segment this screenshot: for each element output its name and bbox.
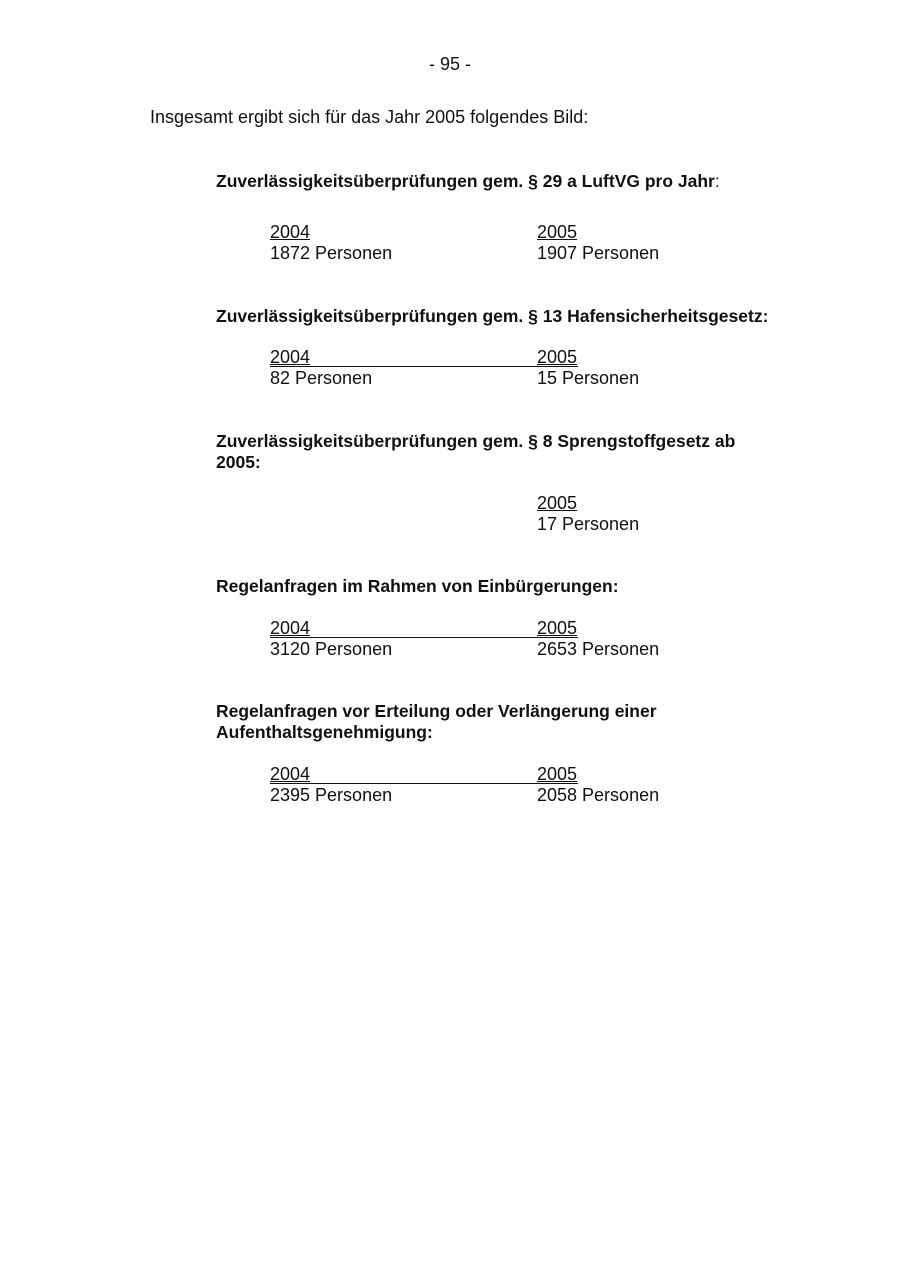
count-value: 3120 Personen xyxy=(270,639,393,659)
col-2005 xyxy=(537,493,639,535)
stats-row-aufenthalt xyxy=(0,764,900,808)
stats-row-luftvg xyxy=(0,222,900,266)
section-heading-einbuergerung: Regelanfragen im Rahmen von Einbürgerungen: xyxy=(216,576,619,596)
year-label: 2005 xyxy=(537,618,578,638)
col-2005 xyxy=(537,618,659,660)
count-value: 17 Personen xyxy=(537,514,640,534)
stats-row-einbuergerung xyxy=(0,618,900,662)
heading-text: Zuverlässigkeitsüberprüfungen gem. § 29 a LuftVG pro Jahr xyxy=(216,171,715,191)
count-value: 2058 Personen xyxy=(537,785,660,805)
heading-line-1: Regelanfragen vor Erteilung oder Verlängerung einer xyxy=(216,701,657,721)
page-number: - 95 - xyxy=(428,54,471,74)
stats-row-sprengstoff xyxy=(0,493,900,537)
year-label: 2005 xyxy=(537,493,578,513)
col-2005 xyxy=(537,347,639,389)
heading-line-1: Zuverlässigkeitsüberprüfungen gem. § 8 Sprengstoffgesetz ab xyxy=(216,431,736,451)
year-label: 2005 xyxy=(537,347,578,367)
col-2004 xyxy=(270,764,392,806)
count-value: 1907 Personen xyxy=(537,243,660,263)
section-heading-aufenthalt xyxy=(216,701,816,743)
col-2004 xyxy=(270,347,372,389)
year-label: 2004 xyxy=(270,347,311,367)
count-value: 15 Personen xyxy=(537,368,640,388)
col-2004 xyxy=(270,618,392,660)
col-2004 xyxy=(270,222,392,264)
stats-row-hafen xyxy=(0,347,900,391)
col-2005 xyxy=(537,764,659,806)
year-label: 2004 xyxy=(270,222,311,242)
heading-suffix: : xyxy=(714,171,720,191)
year-label: 2005 xyxy=(537,222,578,242)
section-heading-sprengstoff xyxy=(216,431,816,473)
year-label: 2004 xyxy=(270,764,311,784)
heading-line-2: Aufenthaltsgenehmigung: xyxy=(216,722,433,742)
heading-line-2: 2005: xyxy=(216,452,261,472)
col-2005 xyxy=(537,222,659,264)
year-label: 2004 xyxy=(270,618,311,638)
intro-text: Insgesamt ergibt sich für das Jahr 2005 folgendes Bild: xyxy=(150,107,589,127)
count-value: 2653 Personen xyxy=(537,639,660,659)
section-heading-luftvg xyxy=(216,171,816,192)
year-label: 2005 xyxy=(537,764,578,784)
section-heading-hafen: Zuverlässigkeitsüberprüfungen gem. § 13 Hafensicherheitsgesetz: xyxy=(216,306,769,326)
count-value: 2395 Personen xyxy=(270,785,393,805)
count-value: 82 Personen xyxy=(270,368,373,388)
count-value: 1872 Personen xyxy=(270,243,393,263)
